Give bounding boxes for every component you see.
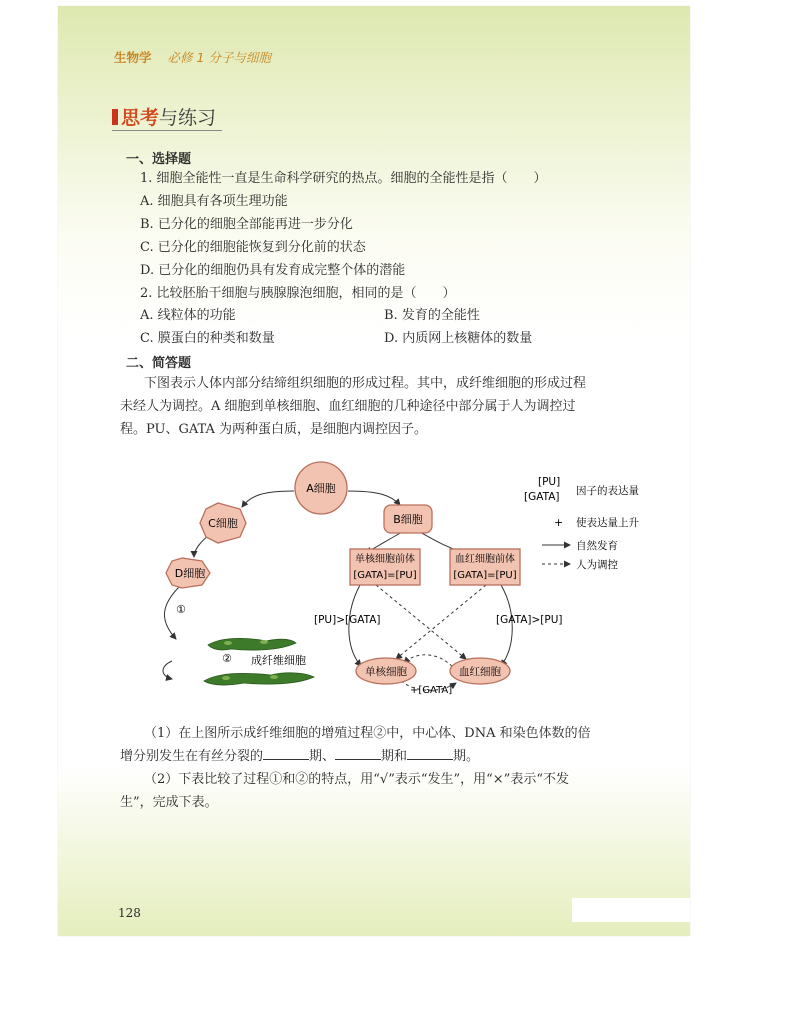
legend-natural: 自然发育	[576, 540, 618, 552]
subquestion-2: （2）下表比较了过程①和②的特点，用“√”表示“发生”，用“×”表示“不发生”，完成下表。	[120, 772, 569, 810]
section-title-rest: 与练习	[159, 107, 217, 129]
legend-artificial: 人为调控	[576, 559, 618, 571]
fibroblast-tissue-upper	[208, 638, 296, 650]
running-header	[114, 48, 271, 66]
step-1-label: ①	[176, 603, 186, 616]
question-2: 2. 比较胚胎干细胞与胰腺腺泡细胞，相同的是（ ）	[140, 286, 456, 301]
arrow-a-to-c	[242, 491, 294, 507]
legend	[524, 476, 639, 571]
q2-option-d: D. 内质网上核糖体的数量	[384, 331, 533, 346]
rbc-precursor-title: 血红细胞前体	[455, 554, 515, 565]
legend-expression: 因子的表达量	[576, 485, 639, 497]
section-underline	[112, 130, 222, 131]
step-2-label: ②	[222, 652, 232, 665]
cell-d	[166, 558, 210, 588]
q2-option-a: A. 线粒体的功能	[140, 308, 236, 323]
legend-plus: +	[554, 516, 564, 529]
monocyte	[356, 658, 416, 684]
page-number: 128	[118, 906, 141, 920]
mono-precursor-eq: [GATA]=[PU]	[353, 570, 417, 581]
cell-b	[384, 505, 432, 533]
answer-blank-2[interactable]	[335, 746, 381, 760]
q1-option-b: B. 已分化的细胞全部能再进一步分化	[140, 217, 353, 232]
cell-d-label: D细胞	[174, 567, 206, 580]
q1-option-d: D. 已分化的细胞仍具有发育成完整个体的潜能	[140, 263, 406, 278]
subquestion-1-text-a: （1）在上图所示成纤维细胞的增殖过程②中，中心体、DNA 和染色体数的倍增分别发生在有丝分裂的	[120, 726, 591, 764]
cell-differentiation-diagram	[146, 461, 639, 701]
legend-gata: [GATA]	[524, 491, 560, 503]
section-marker	[112, 109, 118, 125]
header-subject: 生物学	[114, 50, 152, 65]
fibroblast-tissue-lower	[204, 673, 314, 685]
short-answer-heading: 二、简答题	[126, 356, 192, 371]
cell-b-label: B细胞	[393, 513, 423, 526]
dashed-arrow-rbc-pre-to-mono	[396, 585, 486, 659]
condition-left: [PU]>[GATA]	[314, 614, 381, 626]
mono-precursor-title: 单核细胞前体	[355, 554, 415, 565]
cell-a	[295, 462, 347, 514]
q2-option-c: C. 膜蛋白的种类和数量	[140, 331, 275, 346]
question-1: 1. 细胞全能性一直是生命科学研究的热点。细胞的全能性是指（ ）	[140, 171, 547, 186]
mono-precursor	[350, 549, 420, 585]
dashed-arrow-mono-pre-to-rbc	[376, 585, 466, 659]
q1-option-c: C. 已分化的细胞能恢复到分化前的状态	[140, 240, 366, 255]
cell-c-label: C细胞	[208, 517, 238, 530]
arrow-a-to-b	[348, 491, 400, 505]
answer-blank-3[interactable]	[407, 746, 453, 760]
section-title-emphasis: 思考	[121, 107, 160, 129]
condition-right: [GATA]>[PU]	[496, 614, 563, 626]
subquestion-1-text-b: 期、	[309, 749, 336, 764]
q2-option-b: B. 发育的全能性	[384, 308, 480, 323]
subquestion-1	[120, 722, 598, 768]
rbc-precursor-eq: [GATA]=[PU]	[453, 570, 517, 581]
rbc-precursor	[450, 549, 520, 585]
header-course: 必修 1 分子与细胞	[167, 50, 271, 65]
cell-c	[200, 503, 246, 543]
answer-blank-1[interactable]	[263, 746, 309, 760]
legend-pu: [PU]	[538, 476, 561, 488]
white-patch	[572, 898, 690, 922]
subquestion-1-text-c: 期和	[381, 749, 408, 764]
section-title	[121, 103, 216, 130]
cell-a-label: A细胞	[306, 482, 336, 495]
textbook-page	[58, 6, 690, 936]
red-blood-cell-label: 血红细胞	[459, 666, 501, 678]
arrow-fibro-proliferation	[163, 661, 172, 679]
subquestion-1-text-d: 期。	[453, 749, 480, 764]
monocyte-label: 单核细胞	[365, 666, 407, 678]
fibroblast-label: 成纤维细胞	[251, 654, 306, 667]
legend-upregulate: 使表达量上升	[576, 517, 639, 529]
q1-option-a: A. 细胞具有各项生理功能	[140, 194, 288, 209]
condition-bottom: +[GATA]	[410, 685, 453, 696]
short-answer-intro: 下图表示人体内部分结缔组织细胞的形成过程。其中，成纤维细胞的形成过程未经人为调控。A 细胞到单核细胞、血红细胞的几种途径中部分属于人为调控过程。PU、GATA 为两种蛋白质，是细胞内调控因子。	[120, 376, 587, 437]
choice-heading: 一、选择题	[126, 152, 192, 167]
red-blood-cell	[450, 658, 510, 684]
